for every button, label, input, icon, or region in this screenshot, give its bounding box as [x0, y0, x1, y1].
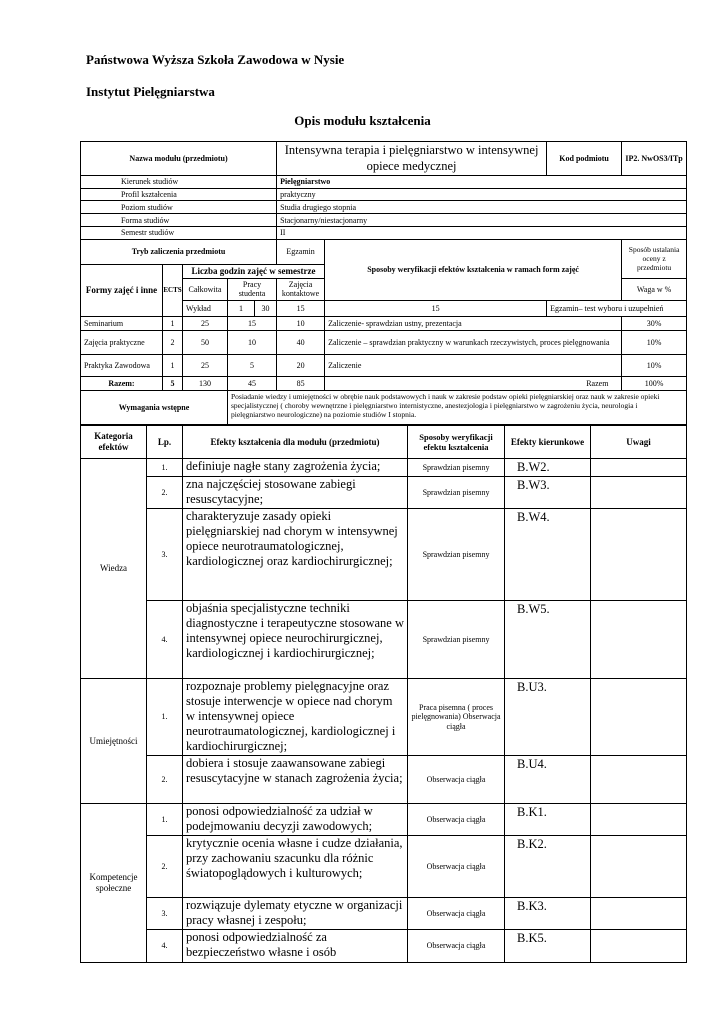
- row-lp: 2.: [147, 477, 183, 509]
- sum-label-right: Razem: [574, 377, 622, 391]
- module-code-value: IP2. NwOS3/ITp: [622, 142, 687, 176]
- row-lp: 4.: [147, 930, 183, 963]
- form-ects: 1: [228, 301, 255, 317]
- effect-code: B.W2.: [505, 459, 591, 477]
- sum-total: 130: [183, 377, 228, 391]
- school-name: Państwowa Wyższa Szkoła Zawodowa w Nysie: [86, 52, 345, 67]
- effect-notes: [591, 804, 687, 836]
- info-label: Forma studiów: [81, 214, 277, 227]
- form-contact: 15: [325, 301, 547, 317]
- table-row: [81, 477, 687, 509]
- form-verification: Zaliczenie: [325, 355, 622, 377]
- form-student: 5: [228, 355, 277, 377]
- module-name-label: Nazwa modułu (przedmiotu): [81, 142, 277, 176]
- row-lp: 4.: [147, 601, 183, 679]
- category-knowledge: Wiedza: [81, 459, 147, 679]
- effect-code: B.K5.: [505, 930, 591, 963]
- form-name: Zajęcia praktyczne: [81, 331, 163, 355]
- row-lp: 2.: [147, 836, 183, 898]
- effect-notes: [591, 756, 687, 804]
- module-info-table: [80, 141, 687, 425]
- effect-verification: Obserwacja ciągła: [408, 930, 505, 963]
- table-row: [81, 836, 687, 898]
- sum-contact: 85: [277, 377, 325, 391]
- exam-mode-label: Tryb zaliczenia przedmiotu: [81, 240, 277, 265]
- exam-mode-value: Egzamin: [277, 240, 325, 265]
- effect-text: rozwiązuje dylematy etyczne w organizacji pracy własnej i zespołu;: [183, 898, 408, 930]
- info-label: Profil kształcenia: [81, 188, 277, 201]
- outcomes-table: [80, 425, 687, 963]
- effect-notes: [591, 836, 687, 898]
- form-contact: 20: [277, 355, 325, 377]
- form-contact: 40: [277, 331, 325, 355]
- weight-label: Waga w %: [622, 278, 687, 300]
- form-contact: 10: [277, 317, 325, 331]
- institute-name: Instytut Pielęgniarstwa: [86, 84, 215, 99]
- row-lp: 1.: [147, 804, 183, 836]
- info-value: Studia drugiego stopnia: [277, 201, 687, 214]
- sum-label: Razem:: [81, 377, 163, 391]
- info-value: praktyczny: [277, 188, 687, 201]
- total-hours-label: Całkowita: [183, 278, 228, 300]
- row-lp: 1.: [147, 459, 183, 477]
- info-label: Kierunek studiów: [81, 176, 277, 189]
- form-total: 30: [255, 301, 277, 317]
- col-category: Kategoria efektów: [81, 426, 147, 459]
- effect-notes: [591, 477, 687, 509]
- effect-text: dobiera i stosuje zaawansowane zabiegi resuscytacyjne w stanach zagrożenia życia;: [183, 756, 408, 804]
- prerequisites-text: Posiadanie wiedzy i umiejętności w obrębie nauk podstawowych i nauk w zakresie podstaw opieki pielęgniarskiej oraz nauk w zakresie opieki specjalistycznej ( choroby wewnętrzne i pielęgniarstwo internistyczne, anestezjologia i pielęgniarstwo w zagrożeniu życia, neurologia i pielęgniarstwo neurologiczne) na poziomie studiów I stopnia.: [228, 391, 687, 425]
- table-row: [81, 930, 687, 963]
- col-lp: Lp.: [147, 426, 183, 459]
- form-ects: 1: [163, 317, 183, 331]
- form-verification: Zaliczenie- sprawdzian ustny, prezentacja: [325, 317, 622, 331]
- effect-text: objaśnia specjalistyczne techniki diagnostyczne i terapeutyczne stosowane w intensywnej opiece neurochirurgicznej, kardiologicznej i kardiochirurgicznej;: [183, 601, 408, 679]
- row-lp: 1.: [147, 679, 183, 756]
- effect-text: definiuje nagłe stany zagrożenia życia;: [183, 459, 408, 477]
- prerequisites-label: Wymagania wstępne: [81, 391, 228, 425]
- table-row: [81, 804, 687, 836]
- table-row: [81, 679, 687, 756]
- info-label: Semestr studiów: [81, 227, 277, 240]
- effect-verification: Sprawdzian pisemny: [408, 459, 505, 477]
- effect-verification: Praca pisemna ( proces pielęgnowania) Obserwacja ciągła: [408, 679, 505, 756]
- effect-code: B.K3.: [505, 898, 591, 930]
- form-name: Wykład: [183, 301, 228, 317]
- table-row: [81, 756, 687, 804]
- form-weight: 10%: [622, 355, 687, 377]
- effect-verification: Obserwacja ciągła: [408, 804, 505, 836]
- info-label: Poziom studiów: [81, 201, 277, 214]
- info-value: Pielęgniarstwo: [277, 176, 687, 189]
- form-ects: 2: [163, 331, 183, 355]
- col-notes: Uwagi: [591, 426, 687, 459]
- sum-student: 45: [228, 377, 277, 391]
- form-total: 50: [183, 331, 228, 355]
- sum-weight: 100%: [622, 377, 687, 391]
- info-value: II: [277, 227, 687, 240]
- effect-notes: [591, 509, 687, 601]
- effect-text: rozpoznaje problemy pielęgnacyjne oraz stosuje interwencje w opiece nad chorym w intensywnej opiece neurotraumatologicznej, kardiologicznej i kardiochirurgicznej;: [183, 679, 408, 756]
- form-name: Seminarium: [81, 317, 163, 331]
- form-weight: 10%: [622, 331, 687, 355]
- form-student: 10: [228, 331, 277, 355]
- effect-notes: [591, 930, 687, 963]
- effect-code: B.K2.: [505, 836, 591, 898]
- effect-notes: [591, 459, 687, 477]
- col-effects: Efekty kształcenia dla modułu (przedmiotu): [183, 426, 408, 459]
- form-verification: Egzamin– test wyboru i uzupełnień: [547, 301, 687, 317]
- form-name: Praktyka Zawodowa: [81, 355, 163, 377]
- ects-label: ECTS: [163, 265, 183, 317]
- category-skills: Umiejętności: [81, 679, 147, 804]
- effect-notes: [591, 601, 687, 679]
- effect-text: charakteryzuje zasady opieki pielęgniarskiej nad chorym w intensywnej opiece neurotraumatologicznej, kardiologicznej oraz kardiochirurgicznej;: [183, 509, 408, 601]
- effect-text: ponosi odpowiedzialność za udział w podejmowaniu decyzji zawodowych;: [183, 804, 408, 836]
- form-verification: Zaliczenie – sprawdzian praktyczny w warunkach rzeczywistych, proces pielęgnowania: [325, 331, 622, 355]
- row-lp: 2.: [147, 756, 183, 804]
- verification-header: Sposoby weryfikacji efektów kształcenia w ramach form zajęć: [325, 240, 622, 301]
- hours-label: Liczba godzin zajęć w semestrze: [183, 265, 325, 279]
- effect-code: B.W3.: [505, 477, 591, 509]
- grade-method-label: Sposób ustalania oceny z przedmiotu: [622, 240, 687, 279]
- student-hours-label: Pracy studenta: [228, 278, 277, 300]
- effect-code: B.W4.: [505, 509, 591, 601]
- effect-code: B.K1.: [505, 804, 591, 836]
- form-ects: 1: [163, 355, 183, 377]
- effect-verification: Sprawdzian pisemny: [408, 601, 505, 679]
- category-social: Kompetencje społeczne: [81, 804, 147, 963]
- row-lp: 3.: [147, 898, 183, 930]
- info-value: Stacjonarny/niestacjonarny: [277, 214, 687, 227]
- col-verification: Sposoby weryfikacji efektu kształcenia: [408, 426, 505, 459]
- effect-text: zna najczęściej stosowane zabiegi resuscytacyjne;: [183, 477, 408, 509]
- col-directional: Efekty kierunkowe: [505, 426, 591, 459]
- table-row: [81, 459, 687, 477]
- effect-verification: Sprawdzian pisemny: [408, 477, 505, 509]
- forms-label: Formy zajęć i inne: [81, 265, 163, 317]
- module-code-label: Kod podmiotu: [547, 142, 622, 176]
- effect-notes: [591, 898, 687, 930]
- effect-verification: Sprawdzian pisemny: [408, 509, 505, 601]
- contact-hours-label: Zajęcia kontaktowe: [277, 278, 325, 300]
- row-lp: 3.: [147, 509, 183, 601]
- form-student: 15: [228, 317, 277, 331]
- table-row: [81, 898, 687, 930]
- effect-text: ponosi odpowiedzialność za bezpieczeństwo własne i osób: [183, 930, 408, 963]
- effect-verification: Obserwacja ciągła: [408, 756, 505, 804]
- effect-code: B.W5.: [505, 601, 591, 679]
- effect-code: B.U4.: [505, 756, 591, 804]
- effect-verification: Obserwacja ciągła: [408, 898, 505, 930]
- form-student: 15: [277, 301, 325, 317]
- effect-notes: [591, 679, 687, 756]
- table-row: [81, 509, 687, 601]
- effect-text: krytycznie ocenia własne i cudze działania, przy zachowaniu szacunku dla różnic światopoglądowych i kulturowych;: [183, 836, 408, 898]
- document-title: Opis modułu kształcenia: [294, 113, 431, 128]
- form-total: 25: [183, 355, 228, 377]
- effect-verification: Obserwacja ciągła: [408, 836, 505, 898]
- module-name-value: Intensywna terapia i pielęgniarstwo w intensywnej opiece medycznej: [277, 142, 547, 176]
- table-row: [81, 601, 687, 679]
- form-total: 25: [183, 317, 228, 331]
- form-weight: 30%: [622, 317, 687, 331]
- sum-ects: 5: [163, 377, 183, 391]
- effect-code: B.U3.: [505, 679, 591, 756]
